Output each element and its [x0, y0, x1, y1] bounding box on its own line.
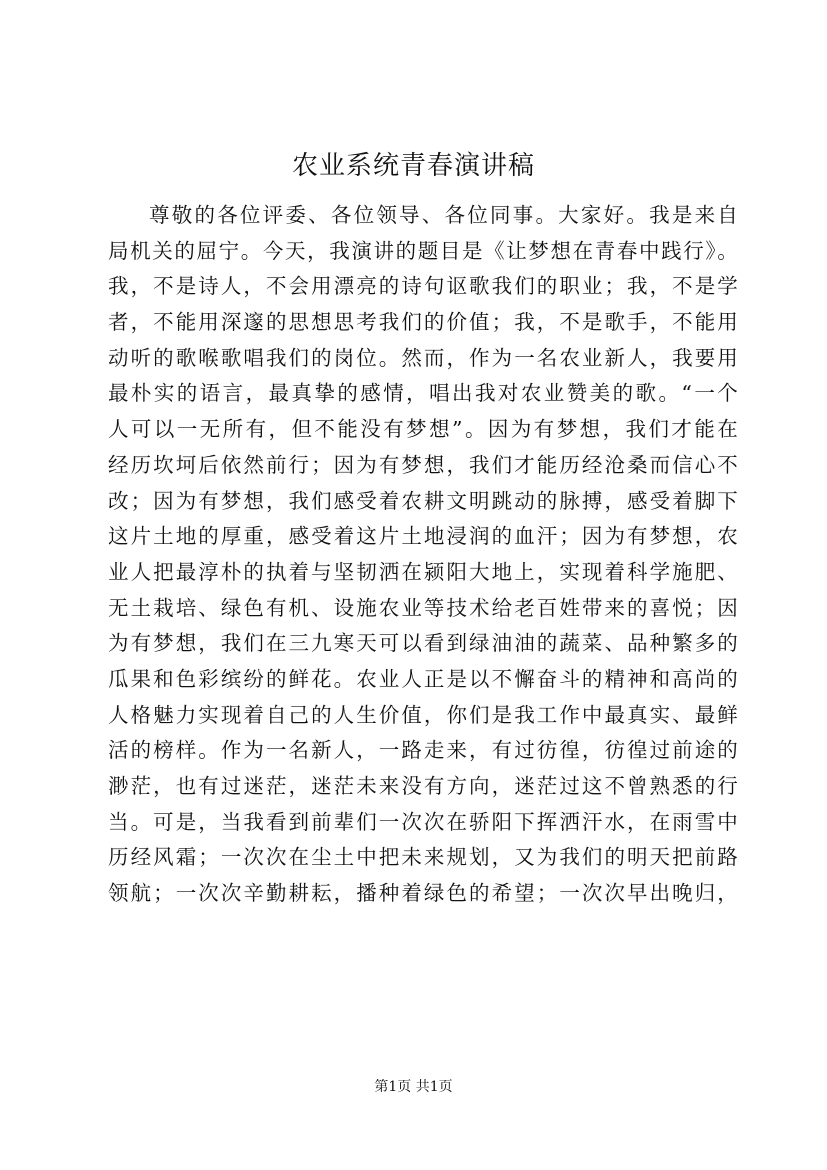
body-line: 瓜果和色彩缤纷的鲜花。农业人正是以不懈奋斗的精神和高尚的: [108, 666, 738, 691]
body-line: 业人把最淳朴的执着与坚韧洒在颍阳大地上，实现着科学施肥、: [108, 559, 738, 584]
body-line: 我，不是诗人，不会用漂亮的诗句讴歌我们的职业；我，不是学: [108, 274, 738, 299]
body-line: 经历坎坷后依然前行；因为有梦想，我们才能历经沧桑而信心不: [108, 452, 738, 477]
body-line: 者，不能用深邃的思想思考我们的价值；我，不是歌手，不能用: [108, 310, 738, 335]
body-line: 活的榜样。作为一名新人，一路走来，有过彷徨，彷徨过前途的: [108, 738, 738, 763]
body-line: 人可以一无所有，但不能没有梦想”。因为有梦想，我们才能在: [108, 417, 738, 442]
body-line: 历经风霜；一次次在尘土中把未来规划，又为我们的明天把前路: [108, 845, 738, 870]
body-line: 当。可是，当我看到前辈们一次次在骄阳下挥洒汗水，在雨雪中: [108, 809, 738, 834]
page-footer: 第1页 共1页: [374, 1079, 453, 1095]
body-line: 渺茫，也有过迷茫，迷茫未来没有方向，迷茫过这不曾熟悉的行: [108, 774, 738, 798]
body-line: 改；因为有梦想，我们感受着农耕文明跳动的脉搏，感受着脚下: [108, 488, 738, 513]
body-line: 为有梦想，我们在三九寒天可以看到绿油油的蔬菜、品种繁多的: [108, 631, 738, 656]
body-line: 人格魅力实现着自己的人生价值，你们是我工作中最真实、最鲜: [108, 702, 738, 727]
body-line: 最朴实的语言，最真挚的感情，唱出我对农业赞美的歌。“一个: [108, 381, 738, 406]
body-line: 尊敬的各位评委、各位领导、各位同事。大家好。我是来自: [149, 203, 738, 227]
body-line: 动听的歌喉歌唱我们的岗位。然而，作为一名农业新人，我要用: [108, 345, 738, 370]
body-line: 这片土地的厚重，感受着这片土地浸润的血汗；因为有梦想，农: [108, 524, 738, 549]
body-line: 局机关的屈宁。今天，我演讲的题目是《让梦想在青春中践行》。: [108, 238, 738, 263]
document-body: [108, 198, 738, 912]
body-line: 领航；一次次辛勤耕耘，播种着绿色的希望；一次次早出晚归，: [108, 881, 738, 906]
body-line: 无土栽培、绿色有机、设施农业等技术给老百姓带来的喜悦；因: [108, 595, 738, 620]
document-title: 农业系统青春演讲稿: [291, 151, 535, 181]
